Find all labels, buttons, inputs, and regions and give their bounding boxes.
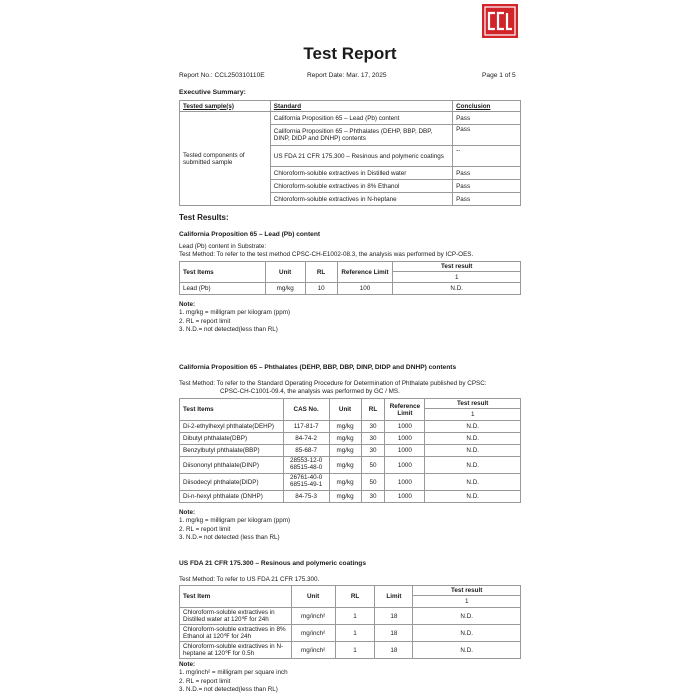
cas-cell: 84-74-2 (283, 433, 329, 445)
limit-cell: 18 (375, 625, 413, 642)
phthalates-section-title: California Proposition 65 – Phthalates (DEHP, BBP, DBP, DINP, DIDP and DNHP) contents (179, 364, 457, 371)
limit-cell: 18 (375, 608, 413, 625)
report-number: Report No.: CCL250310110E (179, 72, 265, 79)
col-header-reference-limit: Reference Limit (385, 399, 425, 421)
lead-results-table (179, 261, 521, 295)
cas-cell: 28553-12-0 68515-48-0 (283, 457, 329, 474)
limit-cell: 18 (375, 642, 413, 659)
reference-limit-cell: 1000 (385, 457, 425, 474)
standard-cell: US FDA 21 CFR 175.300 – Resinous and polymeric coatings (270, 146, 452, 167)
col-header-sample: Tested sample(s) (180, 101, 271, 112)
test-item-cell: Diisodecyl phthalate(DIDP) (180, 474, 284, 491)
test-item-cell: Dibutyl phthalate(DBP) (180, 433, 284, 445)
col-header-unit: Unit (329, 399, 361, 421)
executive-summary-table (179, 100, 521, 206)
table-row (180, 608, 521, 625)
table-header-row (180, 262, 521, 272)
result-number-cell: 1 (393, 272, 521, 283)
test-item-cell: Lead (Pb) (180, 283, 266, 295)
rl-cell: 50 (361, 474, 385, 491)
standard-cell: California Proposition 65 – Lead (Pb) content (270, 112, 452, 125)
col-header-test-result: Test result (393, 262, 521, 272)
unit-cell: mg/kg (329, 433, 361, 445)
reference-limit-cell: 1000 (385, 433, 425, 445)
result-cell: N.D. (425, 433, 521, 445)
note-line: 2. RL = report limit (179, 525, 231, 533)
test-item-cell: Chloroform-soluble extractives in Distilled water at 120℉ for 24h (180, 608, 292, 625)
executive-summary-label: Executive Summary: (179, 89, 246, 96)
page-number: Page 1 of 5 (482, 72, 516, 79)
unit-cell: mg/kg (329, 474, 361, 491)
col-header-test-item: Test Item (180, 586, 292, 608)
test-item-cell: Di-2-ethylhexyl phthalate(DEHP) (180, 421, 284, 433)
result-cell: N.D. (425, 491, 521, 503)
cas-cell: 84-75-3 (283, 491, 329, 503)
unit-cell: mg/inch² (291, 642, 335, 659)
unit-cell: mg/kg (329, 457, 361, 474)
ccl-logo-mark (482, 4, 518, 38)
test-results-label: Test Results: (179, 213, 229, 222)
col-header-standard: Standard (270, 101, 452, 112)
col-header-unit: Unit (291, 586, 335, 608)
note-line: 2. RL = report limit (179, 677, 231, 685)
table-header-row (180, 586, 521, 596)
col-header-test-result: Test result (425, 399, 521, 409)
col-header-rl: RL (335, 586, 375, 608)
reference-limit-cell: 1000 (385, 445, 425, 457)
phthalates-method-line-1: Test Method: To refer to the Standard Operating Procedure for Determination of Phthalate published by CPSC: (179, 380, 487, 387)
col-header-unit: Unit (265, 262, 305, 283)
note-heading: Note: (179, 661, 196, 668)
note-heading: Note: (179, 301, 196, 308)
standard-cell: Chloroform-soluble extractives in N-heptane (270, 193, 452, 206)
col-header-rl: RL (361, 399, 385, 421)
cas-cell: 26761-40-0 68515-49-1 (283, 474, 329, 491)
rl-cell: 30 (361, 421, 385, 433)
ccl-logo-icon (482, 4, 518, 38)
result-cell: N.D. (425, 445, 521, 457)
table-row (180, 445, 521, 457)
fda-results-table (179, 585, 521, 659)
result-cell: N.D. (425, 421, 521, 433)
rl-cell: 1 (335, 642, 375, 659)
result-cell: N.D. (413, 625, 521, 642)
fda-section-title: US FDA 21 CFR 175.300 – Resinous and polymeric coatings (179, 560, 367, 567)
unit-cell: mg/kg (329, 445, 361, 457)
lead-method-line: Test Method: To refer to the test method CPSC-CH-E1002-08.3, the analysis was performed by ICP-OES. (179, 251, 474, 258)
table-header-row (180, 399, 521, 409)
note-line: 1. mg/kg = milligram per kilogram (ppm) (179, 309, 291, 317)
result-cell: N.D. (413, 642, 521, 659)
conclusion-cell: Pass (453, 125, 521, 146)
lead-section-title: California Proposition 65 – Lead (Pb) content (179, 231, 321, 238)
rl-cell: 1 (335, 608, 375, 625)
tested-sample-cell: Tested components of submitted sample (180, 112, 271, 206)
table-row (180, 474, 521, 491)
rl-cell: 1 (335, 625, 375, 642)
note-line: 1. mg/inch² = milligram per square inch (179, 669, 288, 677)
test-item-cell: Di-n-hexyl phthalate (DNHP) (180, 491, 284, 503)
unit-cell: mg/kg (329, 421, 361, 433)
rl-cell: 30 (361, 433, 385, 445)
table-row (180, 433, 521, 445)
result-number-cell: 1 (425, 409, 521, 421)
phthalates-method-line-2: CPSC-CH-C1001-09.4, the analysis was performed by GC / MS. (220, 388, 400, 395)
unit-cell: mg/kg (265, 283, 305, 295)
note-line: 1. mg/kg = milligram per kilogram (ppm) (179, 517, 291, 525)
fda-notes (179, 661, 288, 695)
table-row (180, 421, 521, 433)
conclusion-cell: Pass (453, 180, 521, 193)
note-line: 2. RL = report limit (179, 317, 231, 325)
note-line: 3. N.D.= not detected(less than RL) (179, 326, 278, 334)
col-header-reference-limit: Reference Limit (337, 262, 393, 283)
result-number-cell: 1 (413, 596, 521, 608)
cas-cell: 117-81-7 (283, 421, 329, 433)
conclusion-cell: Pass (453, 193, 521, 206)
test-item-cell: Benzylbutyl phthalate(BBP) (180, 445, 284, 457)
table-row (180, 283, 521, 295)
note-line: 3. N.D.= not detected (less than RL) (179, 534, 280, 542)
table-row (180, 642, 521, 659)
unit-cell: mg/kg (329, 491, 361, 503)
unit-cell: mg/inch² (291, 608, 335, 625)
col-header-cas-no: CAS No. (283, 399, 329, 421)
report-date: Report Date: Mar. 17, 2025 (307, 72, 387, 79)
table-row (180, 457, 521, 474)
standard-cell: California Proposition 65 – Phthalates (DEHP, BBP, DBP, DINP, DIDP and DNHP) contents (270, 125, 452, 146)
col-header-test-items: Test Items (180, 399, 284, 421)
result-cell: N.D. (413, 608, 521, 625)
unit-cell: mg/inch² (291, 625, 335, 642)
lead-notes (179, 301, 290, 335)
col-header-test-result: Test result (413, 586, 521, 596)
table-row (180, 491, 521, 503)
phthalates-notes (179, 509, 290, 543)
phthalates-results-table (179, 398, 521, 503)
table-header-row (180, 101, 521, 112)
rl-cell: 30 (361, 491, 385, 503)
reference-limit-cell: 1000 (385, 421, 425, 433)
col-header-conclusion: Conclusion (453, 101, 521, 112)
note-heading: Note: (179, 509, 196, 516)
standard-cell: Chloroform-soluble extractives in 8% Ethanol (270, 180, 452, 193)
page-title: Test Report (303, 44, 397, 63)
col-header-limit: Limit (375, 586, 413, 608)
table-row (180, 625, 521, 642)
rl-cell: 10 (305, 283, 337, 295)
col-header-rl: RL (305, 262, 337, 283)
rl-cell: 30 (361, 445, 385, 457)
fda-method-line: Test Method: To refer to US FDA 21 CFR 175.300. (179, 576, 320, 583)
result-cell: N.D. (393, 283, 521, 295)
note-line: 3. N.D.= not detected(less than RL) (179, 686, 278, 694)
conclusion-cell: Pass (453, 167, 521, 180)
reference-limit-cell: 100 (337, 283, 393, 295)
test-item-cell: Chloroform-soluble extractives in N-heptane at 120℉ for 0.5h (180, 642, 292, 659)
reference-limit-cell: 1000 (385, 491, 425, 503)
standard-cell: Chloroform-soluble extractives in Distilled water (270, 167, 452, 180)
cas-cell: 85-68-7 (283, 445, 329, 457)
col-header-test-items: Test Items (180, 262, 266, 283)
conclusion-cell: Pass (453, 112, 521, 125)
result-cell: N.D. (425, 457, 521, 474)
lead-substrate-line: Lead (Pb) content in Substrate: (179, 243, 267, 250)
conclusion-cell: -- (453, 146, 521, 167)
reference-limit-cell: 1000 (385, 474, 425, 491)
result-cell: N.D. (425, 474, 521, 491)
test-item-cell: Diisononyl phthalate(DINP) (180, 457, 284, 474)
table-row (180, 112, 521, 125)
rl-cell: 50 (361, 457, 385, 474)
test-item-cell: Chloroform-soluble extractives in 8% Ethanol at 120℉ for 24h (180, 625, 292, 642)
